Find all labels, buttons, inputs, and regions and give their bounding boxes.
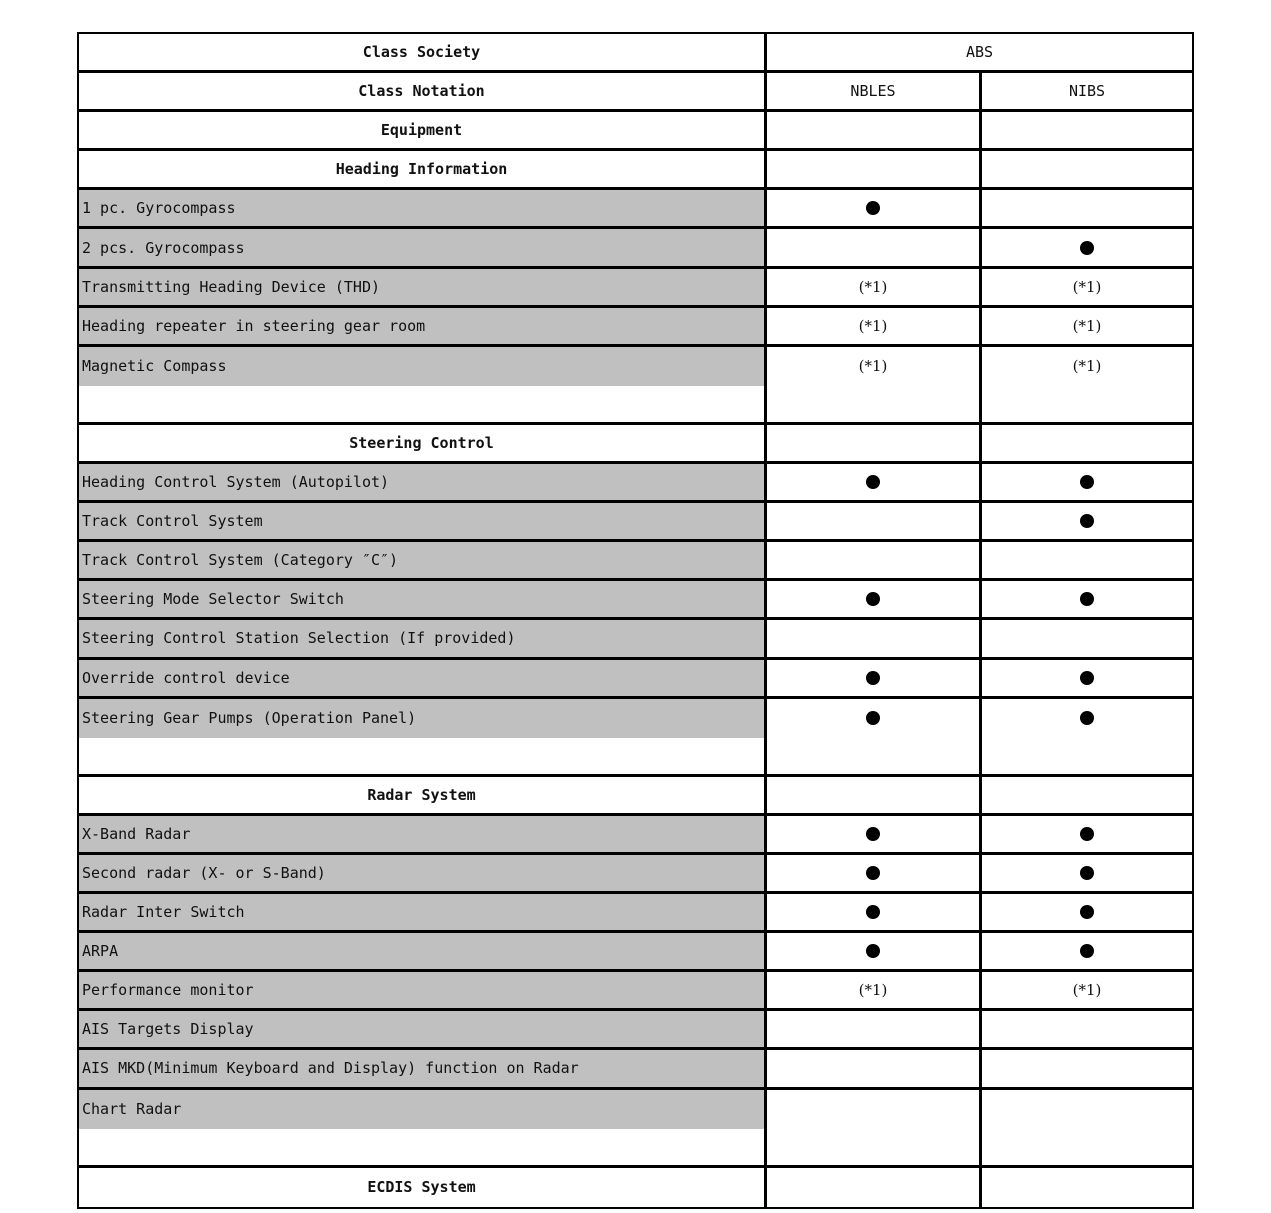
empty-cell <box>982 542 1192 578</box>
equipment-item-label: Chart Radar <box>79 1090 767 1129</box>
note-cell <box>767 308 982 344</box>
empty-cell <box>767 1011 982 1047</box>
equipment-item-label: Track Control System (Category ″C″) <box>79 542 767 578</box>
equipment-item-label: Heading Control System (Autopilot) <box>79 464 767 500</box>
footnote-ref: (*1) <box>858 357 888 376</box>
equipment-table <box>77 32 1194 1209</box>
equipment-item-row <box>79 972 1192 1011</box>
equipment-item-row <box>79 855 1192 894</box>
equipment-item-row <box>79 503 1192 542</box>
equipment-item-label: Radar Inter Switch <box>79 894 767 930</box>
empty-cell <box>982 190 1192 226</box>
section-header-row <box>79 777 1192 816</box>
filled-circle-icon <box>866 827 880 841</box>
filled-circle-icon <box>1080 944 1094 958</box>
note-cell <box>767 347 982 386</box>
filled-circle-icon <box>1080 241 1094 255</box>
empty-cell <box>79 1129 767 1165</box>
section-header-row <box>79 425 1192 464</box>
filled-circle-icon <box>1080 905 1094 919</box>
equipment-row <box>79 112 1192 151</box>
filled-circle-icon <box>1080 514 1094 528</box>
equipment-item-row <box>79 699 1192 738</box>
filled-circle-icon <box>1080 866 1094 880</box>
empty-cell <box>982 386 1192 422</box>
equipment-item-label: AIS Targets Display <box>79 1011 767 1047</box>
class-society-value: ABS <box>965 43 994 62</box>
empty-cell <box>767 777 982 813</box>
required-mark-cell <box>982 699 1192 738</box>
empty-cell <box>79 738 767 774</box>
equipment-item-row <box>79 1090 1192 1129</box>
equipment-item-row <box>79 190 1192 229</box>
footnote-ref: (*1) <box>858 277 888 296</box>
filled-circle-icon <box>1080 711 1094 725</box>
required-mark-cell <box>767 816 982 852</box>
empty-cell <box>767 151 982 187</box>
filled-circle-icon <box>866 866 880 880</box>
empty-cell <box>982 1011 1192 1047</box>
equipment-item-label: Steering Control Station Selection (If provided) <box>79 620 767 656</box>
spacer-row <box>79 386 1192 425</box>
section-header-row <box>79 1168 1192 1207</box>
equipment-item-label: Performance monitor <box>79 972 767 1008</box>
empty-cell <box>982 1168 1192 1207</box>
class-society-row <box>79 34 1192 73</box>
empty-cell <box>767 542 982 578</box>
empty-cell <box>767 425 982 461</box>
required-mark-cell <box>982 816 1192 852</box>
note-cell <box>767 269 982 305</box>
equipment-item-label: 1 pc. Gyrocompass <box>79 190 767 226</box>
empty-cell <box>767 503 982 539</box>
note-cell <box>982 347 1192 386</box>
equipment-item-label: AIS MKD(Minimum Keyboard and Display) function on Radar <box>79 1050 767 1086</box>
equipment-item-row <box>79 269 1192 308</box>
equipment-item-label: Heading repeater in steering gear room <box>79 308 767 344</box>
equipment-item-row <box>79 464 1192 503</box>
equipment-item-row <box>79 660 1192 699</box>
empty-cell <box>767 1168 982 1207</box>
note-cell <box>982 308 1192 344</box>
filled-circle-icon <box>1080 592 1094 606</box>
empty-cell <box>767 229 982 265</box>
required-mark-cell <box>767 855 982 891</box>
equipment-label: Equipment <box>79 112 767 148</box>
required-mark-cell <box>767 933 982 969</box>
equipment-item-row <box>79 894 1192 933</box>
note-cell <box>767 972 982 1008</box>
filled-circle-icon <box>1080 827 1094 841</box>
required-mark-cell <box>982 894 1192 930</box>
section-header-row <box>79 151 1192 190</box>
spacer-row <box>79 738 1192 777</box>
required-mark-cell <box>767 699 982 738</box>
empty-cell <box>767 738 982 774</box>
equipment-item-label: 2 pcs. Gyrocompass <box>79 229 767 265</box>
empty-cell <box>767 1129 982 1165</box>
required-mark-cell <box>767 190 982 226</box>
required-mark-cell <box>982 464 1192 500</box>
filled-circle-icon <box>866 905 880 919</box>
filled-circle-icon <box>1080 475 1094 489</box>
equipment-item-label: Override control device <box>79 660 767 696</box>
empty-cell <box>767 620 982 656</box>
spacer-row <box>79 1129 1192 1168</box>
required-mark-cell <box>767 894 982 930</box>
footnote-ref: (*1) <box>858 981 888 1000</box>
equipment-item-row <box>79 542 1192 581</box>
section-title: Heading Information <box>79 151 767 187</box>
equipment-item-row <box>79 1011 1192 1050</box>
required-mark-cell <box>767 660 982 696</box>
required-mark-cell <box>982 581 1192 617</box>
notation-col-nbles: NBLES <box>767 73 982 109</box>
equipment-item-row <box>79 347 1192 386</box>
equipment-item-row <box>79 620 1192 659</box>
footnote-ref: (*1) <box>1072 277 1102 296</box>
empty-cell <box>767 1050 982 1086</box>
empty-cell <box>982 112 1192 148</box>
filled-circle-icon <box>866 475 880 489</box>
empty-cell <box>982 777 1192 813</box>
equipment-item-label: Steering Mode Selector Switch <box>79 581 767 617</box>
empty-cell <box>767 112 982 148</box>
empty-cell <box>982 738 1192 774</box>
equipment-item-label: Steering Gear Pumps (Operation Panel) <box>79 699 767 738</box>
equipment-item-label: ARPA <box>79 933 767 969</box>
empty-cell <box>767 386 982 422</box>
class-notation-row <box>79 73 1192 112</box>
empty-cell <box>767 1090 982 1129</box>
filled-circle-icon <box>866 944 880 958</box>
footnote-ref: (*1) <box>1072 316 1102 335</box>
note-cell <box>982 972 1192 1008</box>
equipment-item-row <box>79 1050 1192 1089</box>
equipment-item-label: Transmitting Heading Device (THD) <box>79 269 767 305</box>
footnote-ref: (*1) <box>858 316 888 335</box>
filled-circle-icon <box>866 711 880 725</box>
equipment-item-label: X-Band Radar <box>79 816 767 852</box>
filled-circle-icon <box>866 671 880 685</box>
required-mark-cell <box>982 503 1192 539</box>
required-mark-cell <box>767 581 982 617</box>
section-title: Radar System <box>79 777 767 813</box>
note-cell <box>982 269 1192 305</box>
equipment-item-label: Magnetic Compass <box>79 347 767 386</box>
equipment-item-row <box>79 933 1192 972</box>
equipment-item-row <box>79 816 1192 855</box>
equipment-item-row <box>79 581 1192 620</box>
empty-cell <box>982 425 1192 461</box>
equipment-item-row <box>79 308 1192 347</box>
equipment-item-label: Track Control System <box>79 503 767 539</box>
section-title: Steering Control <box>79 425 767 461</box>
required-mark-cell <box>982 229 1192 265</box>
section-title: ECDIS System <box>79 1168 767 1207</box>
empty-cell <box>79 386 767 422</box>
class-society-label: Class Society <box>79 34 767 70</box>
empty-cell <box>982 620 1192 656</box>
notation-col-nibs: NIBS <box>1068 82 1106 101</box>
empty-cell <box>982 1129 1192 1165</box>
footnote-ref: (*1) <box>1072 357 1102 376</box>
filled-circle-icon <box>866 201 880 215</box>
empty-cell <box>982 151 1192 187</box>
required-mark-cell <box>982 933 1192 969</box>
filled-circle-icon <box>1080 671 1094 685</box>
required-mark-cell <box>767 464 982 500</box>
required-mark-cell <box>982 660 1192 696</box>
class-notation-label: Class Notation <box>79 73 767 109</box>
equipment-item-label: Second radar (X- or S-Band) <box>79 855 767 891</box>
filled-circle-icon <box>866 592 880 606</box>
empty-cell <box>982 1050 1192 1086</box>
equipment-item-row <box>79 229 1192 268</box>
empty-cell <box>982 1090 1192 1129</box>
footnote-ref: (*1) <box>1072 981 1102 1000</box>
required-mark-cell <box>982 855 1192 891</box>
